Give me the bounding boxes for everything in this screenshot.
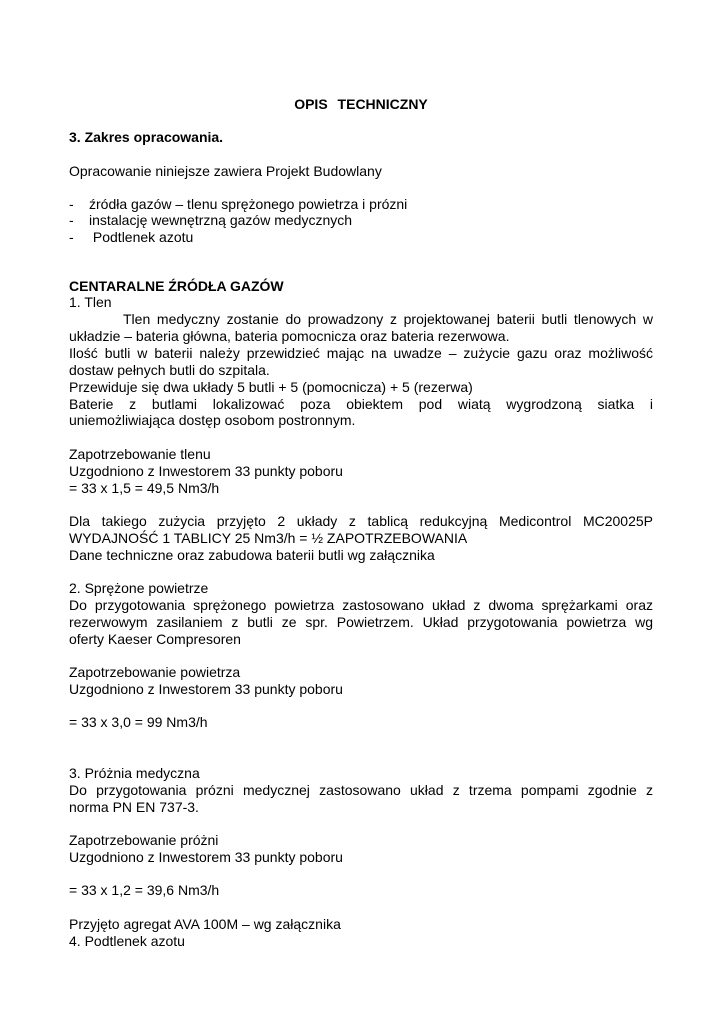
section-3-heading: 3. Zakres opracowania. <box>69 129 224 145</box>
section-3-intro: Opracowanie niniejsze zawiera Projekt Budowlany <box>69 163 382 179</box>
bullet-item: - Podtlenek azotu <box>69 229 194 245</box>
oxygen-heading: 1. Tlen <box>69 294 112 310</box>
paragraph-line: Do przygotowania sprężonego powietrza zastosowano układ z dwoma sprężarkami oraz <box>69 597 653 613</box>
air-heading: 2. Sprężone powietrze <box>69 580 209 596</box>
paragraph-line: oferty Kaeser Compresoren <box>69 631 241 647</box>
paragraph-line: norma PN EN 737-3. <box>69 799 199 815</box>
paragraph-line: rezerwowym zasilaniem z butli ze spr. Powietrzem. Układ przygotowania powietrza wg <box>69 614 653 630</box>
paragraph-line: Baterie z butlami lokalizować poza obiektem pod wiatą wygrodzoną siatka i <box>69 396 653 412</box>
paragraph-line: uniemożliwiająca dostęp osobom postronnym. <box>69 412 356 428</box>
paragraph-line: Ilość butli w baterii należy przewidzieć mając na uwadze – zużycie gazu oraz możliwość <box>69 345 653 361</box>
paragraph-line: dostaw pełnych butli do szpitala. <box>69 362 270 378</box>
air-demand-calc: = 33 x 3,0 = 99 Nm3/h <box>69 714 208 730</box>
nitrous-oxide-heading: 4. Podtlenek azotu <box>69 933 185 949</box>
paragraph-line: WYDAJNOŚĆ 1 TABLICY 25 Nm3/h = ½ ZAPOTRZEBOWANIA <box>69 530 468 546</box>
paragraph-line: Do przygotowania prózni medycznej zastosowano układ z trzema pompami zgodnie z <box>69 782 653 798</box>
vacuum-heading: 3. Próżnia medyczna <box>69 765 200 781</box>
paragraph-line: Dane techniczne oraz zabudowa baterii butli wg załącznika <box>69 547 435 563</box>
oxygen-demand-line: Uzgodniono z Inwestorem 33 punkty poboru <box>69 463 343 479</box>
vacuum-demand-heading: Zapotrzebowanie próżni <box>69 832 219 848</box>
paragraph-line: Tlen medyczny zostanie do prowadzony z projektowanej baterii butli tlenowych w <box>123 311 653 327</box>
air-demand-line: Uzgodniono z Inwestorem 33 punkty poboru <box>69 681 343 697</box>
vacuum-demand-calc: = 33 x 1,2 = 39,6 Nm3/h <box>69 882 220 898</box>
central-sources-heading: CENTARALNE ŹRÓDŁA GAZÓW <box>69 278 284 294</box>
paragraph-line: Przewiduje się dwa układy 5 butli + 5 (pomocnicza) + 5 (rezerwa) <box>69 379 473 395</box>
vacuum-aggregate-line: Przyjęto agregat AVA 100M – wg załącznika <box>69 916 341 932</box>
document-title: OPIS TECHNICZNY <box>294 96 428 112</box>
air-demand-heading: Zapotrzebowanie powietrza <box>69 664 241 680</box>
paragraph-line: Dla takiego zużycia przyjęto 2 układy z tablicą redukcyjną Medicontrol MC20025P <box>69 513 653 529</box>
bullet-item: - instalację wewnętrzną gazów medycznych <box>69 212 353 228</box>
paragraph-line: układzie – bateria główna, bateria pomocnicza oraz bateria rezerwowa. <box>69 328 510 344</box>
vacuum-demand-line: Uzgodniono z Inwestorem 33 punkty poboru <box>69 849 343 865</box>
bullet-item: - źródła gazów – tlenu sprężonego powietrza i prózni <box>69 196 408 212</box>
oxygen-demand-calc: = 33 x 1,5 = 49,5 Nm3/h <box>69 480 220 496</box>
oxygen-demand-heading: Zapotrzebowanie tlenu <box>69 446 211 462</box>
